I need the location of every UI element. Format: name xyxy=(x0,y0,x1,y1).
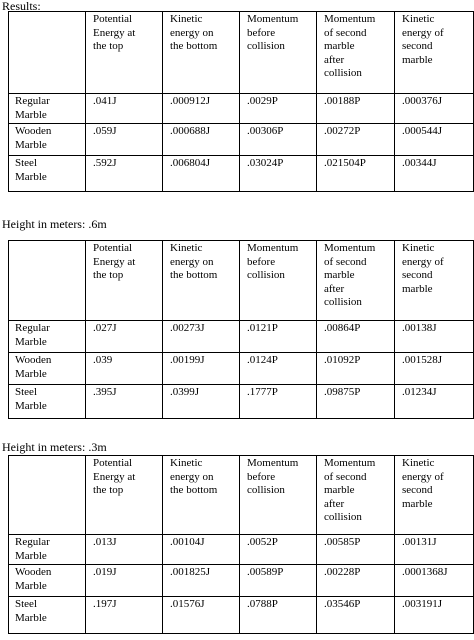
row-label xyxy=(9,565,86,597)
header-line: second xyxy=(402,269,433,281)
header-momentum-before xyxy=(240,12,317,94)
header-line: of second xyxy=(324,470,367,483)
row-label-line: Steel xyxy=(15,598,37,610)
header-line: of second xyxy=(324,26,367,39)
header-line: marble xyxy=(324,269,355,281)
header-line: after xyxy=(324,282,345,295)
header-line: collision xyxy=(324,67,362,79)
row-label-line: Marble xyxy=(15,138,47,151)
cell-momentum-second-after: .09875P xyxy=(317,385,395,419)
row-label-line: Marble xyxy=(15,579,47,592)
cell-momentum-before: .0052P xyxy=(240,535,317,565)
header-line: Momentum xyxy=(247,457,299,469)
header-line: Energy at xyxy=(93,255,136,268)
header-line: Energy at xyxy=(93,470,136,483)
header-line: energy of xyxy=(402,26,444,39)
cell-momentum-before: .0121P xyxy=(240,321,317,353)
header-potential-energy xyxy=(86,12,163,94)
header-blank-cell xyxy=(9,241,86,321)
cell-momentum-second-after: .00188P xyxy=(317,94,395,124)
header-line: Kinetic xyxy=(402,457,435,469)
row-label-line: Wooden xyxy=(15,125,52,137)
cell-momentum-second-after: .00272P xyxy=(317,124,395,156)
cell-momentum-second-after: .021504P xyxy=(317,156,395,192)
header-line: Potential xyxy=(93,457,133,469)
header-kinetic-energy-bottom xyxy=(163,456,240,535)
header-line: the bottom xyxy=(170,269,218,281)
results-table-3 xyxy=(8,455,474,634)
header-kinetic-energy-second xyxy=(395,241,474,321)
table-row xyxy=(9,124,474,156)
cell-potential-energy: .041J xyxy=(86,94,163,124)
table-row xyxy=(9,597,474,634)
row-label-line: Wooden xyxy=(15,354,52,366)
cell-kinetic-energy-bottom: .00273J xyxy=(163,321,240,353)
cell-kinetic-energy-bottom: .00104J xyxy=(163,535,240,565)
header-line: Kinetic xyxy=(170,242,203,254)
header-line: Momentum xyxy=(324,457,376,469)
results-table-1 xyxy=(8,11,474,192)
cell-potential-energy: .019J xyxy=(86,565,163,597)
header-blank-cell xyxy=(9,12,86,94)
header-kinetic-energy-bottom xyxy=(163,12,240,94)
header-line: the top xyxy=(93,269,124,281)
row-label xyxy=(9,321,86,353)
cell-potential-energy: .395J xyxy=(86,385,163,419)
table-row xyxy=(9,353,474,385)
row-label-line: Marble xyxy=(15,170,47,183)
row-label xyxy=(9,156,86,192)
header-line: energy on xyxy=(170,470,214,483)
cell-kinetic-energy-bottom: .00199J xyxy=(163,353,240,385)
cell-kinetic-energy-second: .0001368J xyxy=(395,565,474,597)
cell-kinetic-energy-second: .00131J xyxy=(395,535,474,565)
header-line: the top xyxy=(93,484,124,496)
header-row xyxy=(9,12,474,94)
header-kinetic-energy-second xyxy=(395,456,474,535)
header-line: collision xyxy=(247,40,285,52)
header-line: marble xyxy=(402,282,433,295)
header-line: before xyxy=(247,26,276,39)
cell-momentum-before: .0788P xyxy=(240,597,317,634)
cell-momentum-before: .00306P xyxy=(240,124,317,156)
height-label-2: Height in meters: .6m xyxy=(2,217,107,231)
header-row xyxy=(9,456,474,535)
cell-momentum-second-after: .01092P xyxy=(317,353,395,385)
row-label-line: Marble xyxy=(15,367,47,380)
header-line: before xyxy=(247,255,276,268)
cell-potential-energy: .592J xyxy=(86,156,163,192)
row-label-line: Marble xyxy=(15,549,47,562)
header-kinetic-energy-bottom xyxy=(163,241,240,321)
results-table-2 xyxy=(8,240,474,419)
header-line: the bottom xyxy=(170,40,218,52)
header-line: marble xyxy=(324,40,355,52)
cell-momentum-second-after: .00864P xyxy=(317,321,395,353)
header-line: collision xyxy=(247,269,285,281)
header-line: Momentum xyxy=(324,13,376,25)
header-line: Kinetic xyxy=(402,242,435,254)
cell-momentum-before: .0029P xyxy=(240,94,317,124)
header-line: collision xyxy=(247,484,285,496)
header-potential-energy xyxy=(86,456,163,535)
results-label: Results: xyxy=(2,0,41,13)
cell-potential-energy: .039 xyxy=(86,353,163,385)
row-label-line: Regular xyxy=(15,322,50,334)
cell-momentum-before: .1777P xyxy=(240,385,317,419)
header-line: energy on xyxy=(170,26,214,39)
row-label xyxy=(9,124,86,156)
header-line: second xyxy=(402,40,433,52)
header-line: the top xyxy=(93,40,124,52)
row-label xyxy=(9,94,86,124)
row-label-line: Steel xyxy=(15,386,37,398)
header-kinetic-energy-second xyxy=(395,12,474,94)
table-row xyxy=(9,565,474,597)
cell-kinetic-energy-second: .000376J xyxy=(395,94,474,124)
height-label-3: Height in meters: .3m xyxy=(2,440,107,454)
table-row xyxy=(9,535,474,565)
cell-kinetic-energy-bottom: .001825J xyxy=(163,565,240,597)
header-momentum-second-after xyxy=(317,456,395,535)
header-line: Energy at xyxy=(93,26,136,39)
row-label-line: Regular xyxy=(15,536,50,548)
header-line: collision xyxy=(324,296,362,308)
cell-kinetic-energy-second: .003191J xyxy=(395,597,474,634)
row-label-line: Regular xyxy=(15,95,50,107)
cell-momentum-second-after: .00228P xyxy=(317,565,395,597)
cell-kinetic-energy-second: .00138J xyxy=(395,321,474,353)
header-line: energy of xyxy=(402,255,444,268)
cell-potential-energy: .059J xyxy=(86,124,163,156)
table-row xyxy=(9,94,474,124)
header-line: Kinetic xyxy=(402,13,435,25)
cell-kinetic-energy-bottom: .000688J xyxy=(163,124,240,156)
cell-kinetic-energy-second: .001528J xyxy=(395,353,474,385)
header-row xyxy=(9,241,474,321)
cell-momentum-second-after: .00585P xyxy=(317,535,395,565)
cell-kinetic-energy-second: .01234J xyxy=(395,385,474,419)
header-line: Potential xyxy=(93,242,133,254)
header-line: energy on xyxy=(170,255,214,268)
header-line: Momentum xyxy=(324,242,376,254)
row-label xyxy=(9,353,86,385)
header-momentum-before xyxy=(240,456,317,535)
cell-kinetic-energy-second: .000544J xyxy=(395,124,474,156)
cell-kinetic-energy-bottom: .006804J xyxy=(163,156,240,192)
row-label xyxy=(9,597,86,634)
cell-kinetic-energy-bottom: .0399J xyxy=(163,385,240,419)
header-line: marble xyxy=(324,484,355,496)
cell-momentum-before: .0124P xyxy=(240,353,317,385)
cell-momentum-before: .03024P xyxy=(240,156,317,192)
row-label xyxy=(9,535,86,565)
header-line: after xyxy=(324,53,345,66)
row-label-line: Steel xyxy=(15,157,37,169)
cell-momentum-before: .00589P xyxy=(240,565,317,597)
header-line: after xyxy=(324,497,345,510)
cell-potential-energy: .197J xyxy=(86,597,163,634)
table-row xyxy=(9,156,474,192)
header-momentum-second-after xyxy=(317,241,395,321)
header-line: Momentum xyxy=(247,13,299,25)
row-label-line: Marble xyxy=(15,399,47,412)
row-label-line: Marble xyxy=(15,108,47,121)
header-line: the bottom xyxy=(170,484,218,496)
header-line: energy of xyxy=(402,470,444,483)
cell-kinetic-energy-bottom: .000912J xyxy=(163,94,240,124)
header-line: Momentum xyxy=(247,242,299,254)
cell-potential-energy: .013J xyxy=(86,535,163,565)
header-line: Kinetic xyxy=(170,13,203,25)
header-line: of second xyxy=(324,255,367,268)
row-label-line: Wooden xyxy=(15,566,52,578)
header-line: marble xyxy=(402,497,433,510)
cell-kinetic-energy-second: .00344J xyxy=(395,156,474,192)
cell-potential-energy: .027J xyxy=(86,321,163,353)
header-blank-cell xyxy=(9,456,86,535)
header-line: Kinetic xyxy=(170,457,203,469)
table-row xyxy=(9,385,474,419)
header-line: before xyxy=(247,470,276,483)
header-line: Potential xyxy=(93,13,133,25)
row-label-line: Marble xyxy=(15,335,47,348)
header-potential-energy xyxy=(86,241,163,321)
row-label xyxy=(9,385,86,419)
cell-kinetic-energy-bottom: .01576J xyxy=(163,597,240,634)
row-label-line: Marble xyxy=(15,611,47,624)
header-line: second xyxy=(402,484,433,496)
header-line: marble xyxy=(402,53,433,66)
header-momentum-second-after xyxy=(317,12,395,94)
header-momentum-before xyxy=(240,241,317,321)
header-line: collision xyxy=(324,511,362,523)
cell-momentum-second-after: .03546P xyxy=(317,597,395,634)
table-row xyxy=(9,321,474,353)
